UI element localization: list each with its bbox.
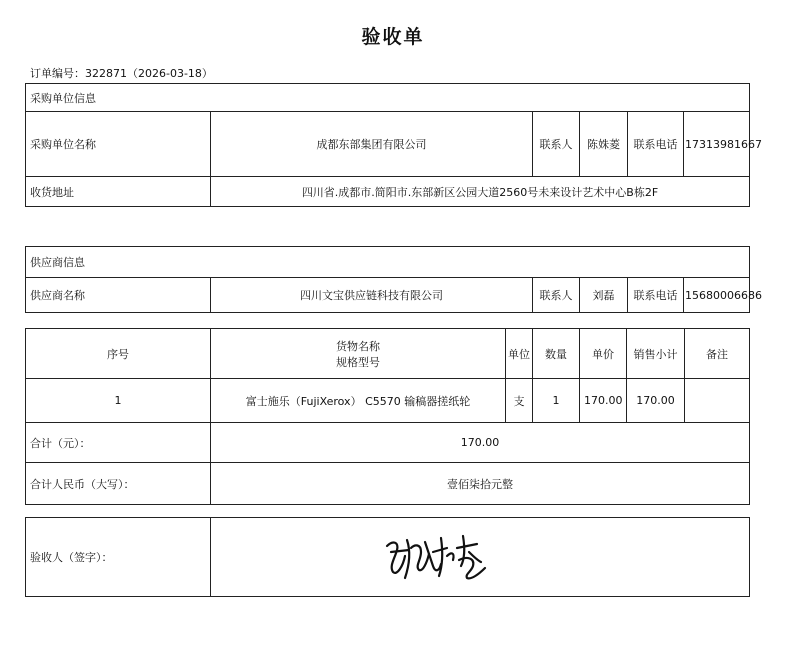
buyer-name: 成都东部集团有限公司 (211, 112, 533, 177)
buyer-name-label: 采购单位名称 (26, 112, 211, 177)
buyer-phone: 17313981667 (684, 112, 750, 177)
total-amount: 170.00 (211, 423, 750, 463)
document-title: 验收单 (361, 26, 425, 48)
header-goods-name-line1: 货物名称 (336, 339, 380, 353)
total-label: 合计（元）： (26, 423, 211, 463)
row-index: 1 (26, 379, 211, 423)
header-goods-name-line2: 规格型号 (336, 355, 380, 369)
buyer-contact: 陈姝菱 (580, 112, 628, 177)
row-subtotal: 170.00 (627, 379, 685, 423)
table-row (26, 379, 750, 423)
handwritten-signature (381, 526, 491, 582)
supplier-contact-label: 联系人 (533, 278, 580, 313)
acceptance-table (25, 517, 750, 597)
row-qty: 1 (533, 379, 580, 423)
header-unit: 单位 (506, 329, 533, 379)
header-goods-name (211, 329, 506, 379)
total-rmb-amount: 壹佰柒拾元整 (211, 463, 750, 505)
header-qty: 数量 (533, 329, 580, 379)
header-subtotal: 销售小计 (627, 329, 685, 379)
row-price: 170.00 (580, 379, 627, 423)
supplier-name-label: 供应商名称 (26, 278, 211, 313)
row-remark (685, 379, 750, 423)
supplier-info-table (25, 246, 762, 313)
row-unit: 支 (506, 379, 533, 423)
buyer-phone-label: 联系电话 (628, 112, 684, 177)
goods-table (25, 328, 750, 505)
supplier-phone-label: 联系电话 (628, 278, 684, 313)
header-remark: 备注 (685, 329, 750, 379)
signature-cell (211, 518, 750, 597)
buyer-info-table (25, 83, 762, 207)
supplier-phone: 15680006686 (684, 278, 750, 313)
header-index: 序号 (26, 329, 211, 379)
order-number: 订单编号：322871（2026-03-18） (30, 67, 213, 80)
buyer-contact-label: 联系人 (533, 112, 580, 177)
address-label: 收货地址 (26, 177, 211, 207)
supplier-section-title: 供应商信息 (26, 247, 750, 278)
row-goods-name: 富士施乐（FujiXerox） C5570 输稿器搓纸轮 (211, 379, 506, 423)
buyer-section-title: 采购单位信息 (26, 84, 750, 112)
header-price: 单价 (580, 329, 627, 379)
total-rmb-label: 合计人民币（大写）： (26, 463, 211, 505)
supplier-contact: 刘磊 (580, 278, 628, 313)
delivery-address: 四川省.成都市.简阳市.东部新区公园大道2560号未来设计艺术中心B栋2F (211, 177, 750, 207)
supplier-name: 四川文宝供应链科技有限公司 (211, 278, 533, 313)
acceptor-label: 验收人（签字）： (26, 518, 211, 597)
